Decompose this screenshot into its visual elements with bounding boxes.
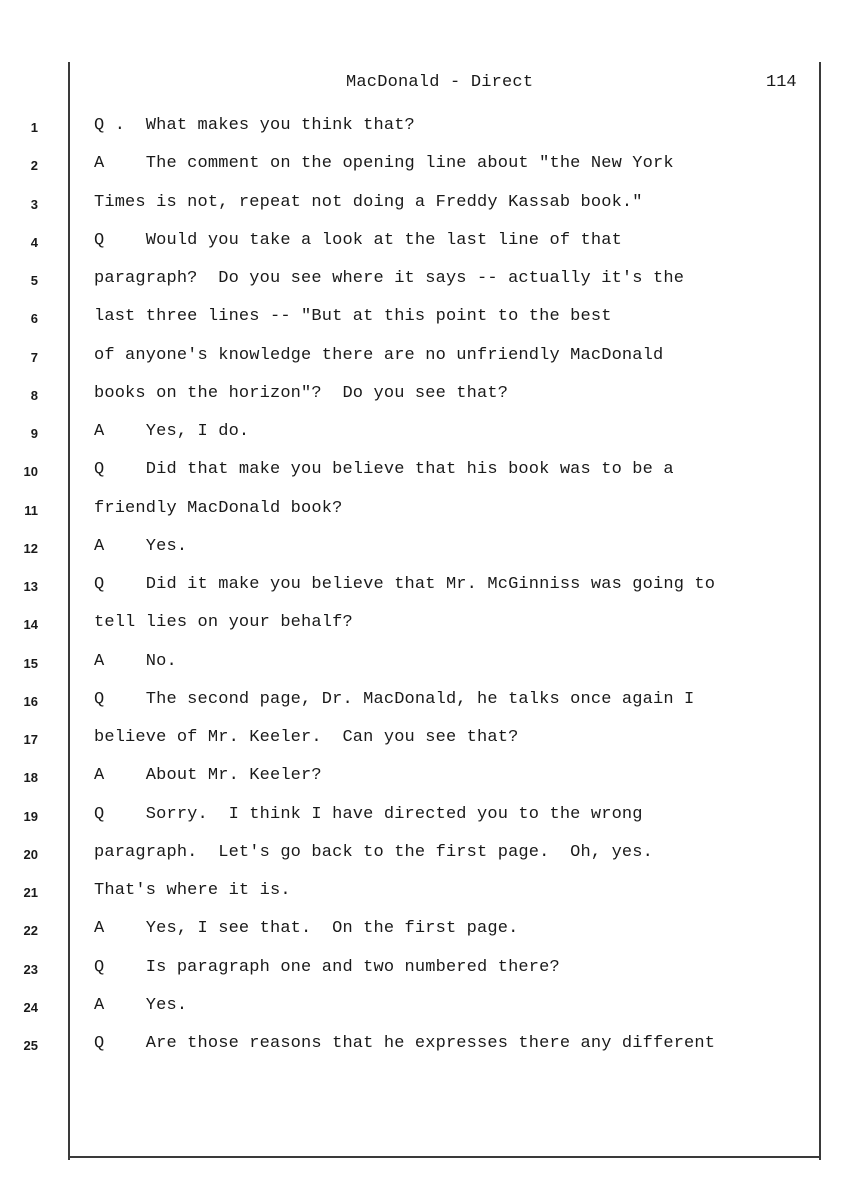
line-text: Q Did that make you believe that his book was to be a xyxy=(94,460,674,480)
transcript-line xyxy=(0,265,860,303)
line-text: A Yes, I do. xyxy=(94,422,250,441)
transcript-line xyxy=(0,992,860,1030)
transcript-line xyxy=(0,762,860,800)
line-text: A Yes. xyxy=(94,536,188,556)
line-text: believe of Mr. Keeler. Can you see that? xyxy=(94,728,519,747)
line-text: paragraph? Do you see where it says -- actually it's the xyxy=(94,269,685,288)
transcript-line xyxy=(0,571,860,609)
transcript-line xyxy=(0,418,860,456)
line-text: paragraph. Let's go back to the first page. Oh, yes. xyxy=(94,842,653,862)
transcript-line xyxy=(0,495,860,533)
line-number: 19 xyxy=(23,808,38,824)
line-number: 13 xyxy=(23,579,38,594)
line-text: A No. xyxy=(94,651,177,671)
transcript-line xyxy=(0,227,860,265)
line-text: Q Are those reasons that he expresses there any different xyxy=(94,1034,716,1053)
transcript-line xyxy=(0,1030,860,1068)
bottom-rule xyxy=(68,1156,821,1158)
line-number: 7 xyxy=(30,349,38,365)
line-text: Q Did it make you believe that Mr. McGinniss was going to xyxy=(94,575,716,594)
line-number: 25 xyxy=(23,1038,38,1053)
line-number: 10 xyxy=(23,464,38,480)
line-number: 17 xyxy=(23,732,38,747)
line-number: 3 xyxy=(30,196,38,212)
line-text: tell lies on your behalf? xyxy=(94,613,353,633)
line-text: A Yes. xyxy=(94,995,188,1015)
line-text: Q The second page, Dr. MacDonald, he talks once again I xyxy=(94,689,695,709)
line-text: last three lines -- "But at this point to the best xyxy=(94,307,612,327)
line-number: 20 xyxy=(23,846,38,862)
line-text: books on the horizon"? Do you see that? xyxy=(94,383,509,403)
transcript-line xyxy=(0,801,860,839)
transcript-line xyxy=(0,686,860,724)
line-text: Q Would you take a look at the last line of that xyxy=(94,230,622,250)
line-number: 14 xyxy=(23,617,38,633)
line-text: A The comment on the opening line about "the New York xyxy=(94,154,674,174)
transcript-line xyxy=(0,303,860,341)
line-text: A About Mr. Keeler? xyxy=(94,766,322,786)
transcript-line xyxy=(0,533,860,571)
page-number: 114 xyxy=(766,73,797,92)
line-text: Q Is paragraph one and two numbered there? xyxy=(94,957,560,977)
line-text: Q Sorry. I think I have directed you to the wrong xyxy=(94,804,643,824)
line-text: friendly MacDonald book? xyxy=(94,498,343,518)
line-text: Q . What makes you think that? xyxy=(94,116,415,135)
line-number: 9 xyxy=(30,426,38,441)
line-number: 23 xyxy=(23,961,38,977)
transcript-line xyxy=(0,877,860,915)
line-number: 12 xyxy=(23,540,38,556)
line-number: 18 xyxy=(23,770,38,786)
line-number: 8 xyxy=(30,387,38,403)
line-number: 15 xyxy=(23,655,38,671)
transcript-line xyxy=(0,112,860,150)
page-title: MacDonald - Direct xyxy=(346,73,534,92)
transcript-line xyxy=(0,189,860,227)
transcript-line xyxy=(0,915,860,953)
transcript-line xyxy=(0,609,860,647)
line-number: 24 xyxy=(23,999,38,1015)
line-text: That's where it is. xyxy=(94,881,291,900)
transcript-line xyxy=(0,456,860,494)
line-number: 16 xyxy=(23,693,38,709)
line-number: 22 xyxy=(23,923,38,939)
transcript-line xyxy=(0,648,860,686)
transcript-line xyxy=(0,724,860,762)
transcript-line xyxy=(0,150,860,188)
line-text: Times is not, repeat not doing a Freddy Kassab book." xyxy=(94,192,643,212)
line-number: 4 xyxy=(30,234,38,250)
line-number: 11 xyxy=(24,502,38,518)
transcript-line xyxy=(0,954,860,992)
line-text: A Yes, I see that. On the first page. xyxy=(94,919,519,939)
line-number: 1 xyxy=(30,120,38,135)
line-text: of anyone's knowledge there are no unfriendly MacDonald xyxy=(94,345,664,365)
line-number: 2 xyxy=(30,158,38,174)
transcript-line xyxy=(0,342,860,380)
line-number: 5 xyxy=(30,273,38,288)
line-number: 6 xyxy=(30,311,38,327)
line-number: 21 xyxy=(23,885,38,900)
transcript-line xyxy=(0,839,860,877)
transcript-line xyxy=(0,380,860,418)
